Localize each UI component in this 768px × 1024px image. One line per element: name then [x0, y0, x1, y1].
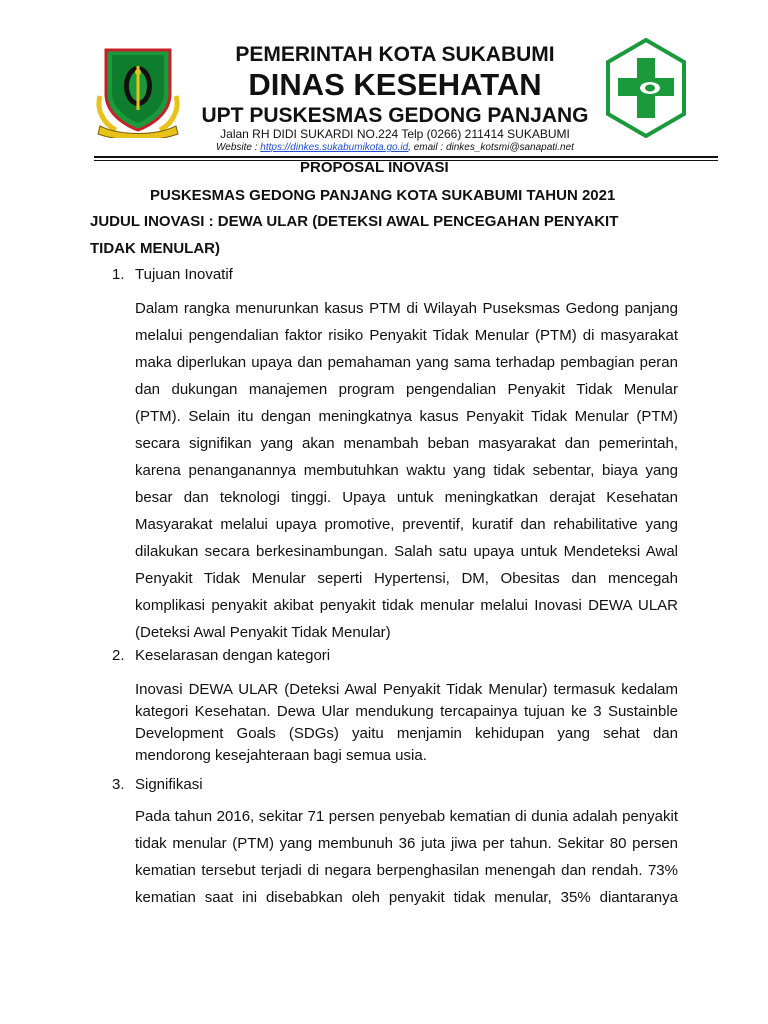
paragraph-line: Dalam rangka menurunkan kasus PTM di Wilayah Puseksmas Gedong panjang	[135, 300, 678, 317]
paragraph-line: tidak menular (PTM) yang membunuh 36 juta jiwa per tahun. Sekitar 80 persen	[135, 835, 678, 852]
website-prefix: Website :	[216, 142, 261, 153]
section-2-paragraph	[135, 679, 678, 767]
paragraph-line: melalui pengendalian faktor risiko Penyakit Tidak Menular (PTM) di masyarakat	[135, 327, 678, 344]
paragraph-line: kategori Kesehatan. Dewa Ular mendukung tercapainya tujuan ke 3 Sustainble	[135, 703, 678, 720]
letterhead-agency: DINAS KESEHATAN	[248, 67, 542, 102]
innovation-title-line1: JUDUL INOVASI : DEWA ULAR (DETEKSI AWAL PENCEGAHAN PENYAKIT	[90, 213, 619, 230]
website-link[interactable]: https://dinkes.sukabumikota.go.id	[260, 142, 409, 153]
paragraph-line: Masyarakat melalui upaya promotive, preventif, kuratif dan rehabilitative yang	[135, 516, 678, 533]
letterhead-unit: UPT PUSKESMAS GEDONG PANJANG	[201, 104, 589, 127]
innovation-title-line2: TIDAK MENULAR)	[90, 240, 220, 257]
paragraph-line: kematian tersebut terjadi di negara berpenghasilan menengah dan rendah. 73%	[135, 862, 678, 879]
section-3-number: 3.	[112, 776, 125, 793]
document-title: PROPOSAL INOVASI	[300, 159, 449, 176]
paragraph-line: dilakukan secara berkesinambungan. Salah satu upaya untuk Mendeteksi Awal	[135, 543, 678, 560]
paragraph-line: secara signifikan yang akan menambah beban masyarakat dan pemerintah,	[135, 435, 678, 452]
section-1-label: Tujuan Inovatif	[135, 266, 233, 283]
section-3-label: Signifikasi	[135, 776, 203, 793]
paragraph-line: karena penanganannya membutuhkan waktu yang tidak sebentar, biaya yang	[135, 462, 678, 479]
email-text: , email : dinkes_kotsmi@sanapati.net	[408, 142, 574, 153]
document-subtitle: PUSKESMAS GEDONG PANJANG KOTA SUKABUMI TAHUN 2021	[150, 187, 616, 204]
section-2-label: Keselarasan dengan kategori	[135, 647, 331, 664]
section-1-number: 1.	[112, 266, 125, 283]
letterhead-address: Jalan RH DIDI SUKARDI NO.224 Telp (0266) 211414 SUKABUMI	[220, 127, 570, 141]
paragraph-line: Pada tahun 2016, sekitar 71 persen penyebab kematian di dunia adalah penyakit	[135, 808, 678, 825]
paragraph-line: (PTM). Selain itu dengan meningkatnya kasus Penyakit Tidak Menular (PTM)	[135, 408, 678, 425]
paragraph-line: Penyakit Tidak Menular seperti Hypertensi, DM, Obesitas dan mencegah	[135, 570, 678, 587]
letterhead-contact	[150, 142, 640, 154]
paragraph-line: besar dan teknologi tinggi. Upaya untuk meningkatkan derajat Kesehatan	[135, 489, 678, 506]
paragraph-line: maka diperlukan upaya dan pemahaman yang sama terhadap pembagian peran	[135, 354, 678, 371]
paragraph-line: Development Goals (SDGs) yaitu menjamin kehidupan yang sehat dan	[135, 725, 678, 742]
paragraph-line: kematian saat ini disebabkan oleh penyakit tidak menular, 35% diantaranya	[135, 889, 678, 906]
section-1-paragraph	[135, 295, 678, 646]
paragraph-line: komplikasi penyakit akibat penyakit tidak menular melalui Inovasi DEWA ULAR	[135, 597, 678, 614]
paragraph-line: mendorong kesejahteraan bagi semua usia.	[135, 747, 427, 764]
paragraph-line: dan dukungan manajemen program pengendalian Penyakit Tidak Menular	[135, 381, 678, 398]
section-3-paragraph	[135, 803, 678, 911]
paragraph-line: Inovasi DEWA ULAR (Deteksi Awal Penyakit Tidak Menular) termasuk kedalam	[135, 681, 678, 698]
letterhead-government: PEMERINTAH KOTA SUKABUMI	[235, 43, 555, 66]
section-2-number: 2.	[112, 647, 125, 664]
paragraph-line: (Deteksi Awal Penyakit Tidak Menular)	[135, 624, 391, 641]
